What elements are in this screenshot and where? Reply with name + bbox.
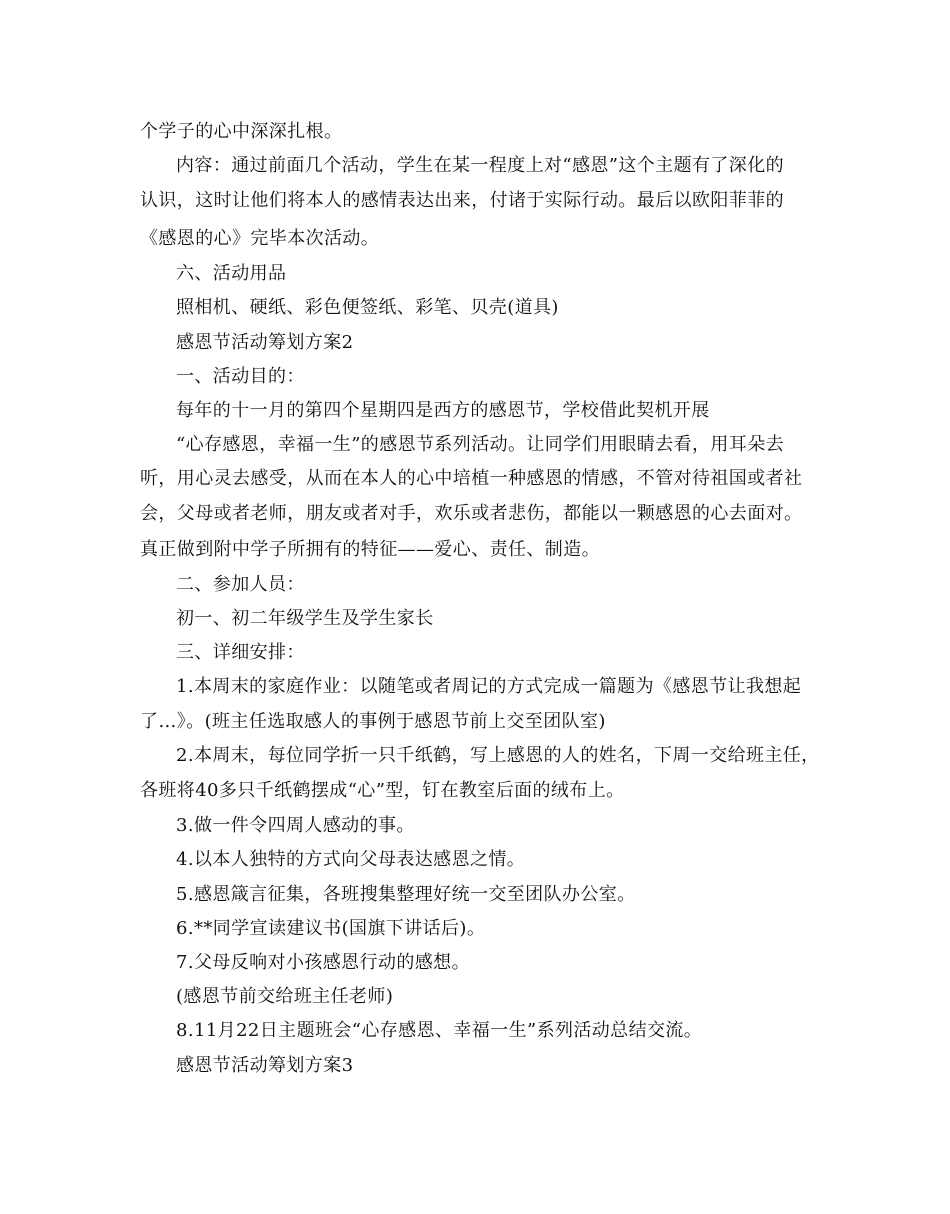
paragraph-line: 《感恩的心》完毕本次活动。 xyxy=(140,228,380,249)
list-item: 7.父母反响对小孩感恩行动的感想。 xyxy=(176,952,470,973)
section-heading: 六、活动用品 xyxy=(176,263,287,284)
section-heading: 一、活动目的： xyxy=(176,366,305,387)
plan-title: 感恩节活动筹划方案3 xyxy=(176,1055,354,1076)
paragraph-line: 真正做到附中学子所拥有的特征——爱心、责任、制造。 xyxy=(140,539,600,560)
list-item: 4.以本人独特的方式向父母表达感恩之情。 xyxy=(176,849,526,870)
paragraph-line: 照相机、硬纸、彩色便签纸、彩笔、贝壳(道具) xyxy=(176,297,559,318)
list-item: 8.11月22日主题班会“心存感恩、幸福一生”系列活动总结交流。 xyxy=(176,1020,703,1041)
section-heading: 三、详细安排： xyxy=(176,642,305,663)
paragraph-line: 个学子的心中深深扎根。 xyxy=(140,121,343,142)
list-item: 3.做一件令四周人感动的事。 xyxy=(176,815,415,836)
list-note: (感恩节前交给班主任老师) xyxy=(176,986,394,1007)
paragraph-line: 认识，这时让他们将本人的感情表达出来，付诸于实际行动。最后以欧阳菲菲的 xyxy=(140,190,784,211)
paragraph-line: 内容：通过前面几个活动，学生在某一程度上对“感恩”这个主题有了深化的 xyxy=(176,155,785,176)
list-item-continued: 了…》。(班主任选取感人的事例于感恩节前上交至团队室) xyxy=(140,711,606,732)
plan-title: 感恩节活动筹划方案2 xyxy=(176,332,354,353)
paragraph-line: 听，用心灵去感受，从而在本人的心中培植一种感恩的情感，不管对待祖国或者社 xyxy=(140,468,803,489)
list-item-continued: 各班将40多只千纸鹤摆成“心”型，钉在教室后面的绒布上。 xyxy=(140,780,625,801)
section-heading: 二、参加人员： xyxy=(176,574,305,595)
list-item: 2.本周末，每位同学折一只千纸鹤，写上感恩的人的姓名，下周一交给班主任， xyxy=(176,745,820,766)
paragraph-line: “心存感恩，幸福一生”的感恩节系列活动。让同学们用眼睛去看，用耳朵去 xyxy=(176,434,785,455)
list-item: 1.本周末的家庭作业：以随笔或者周记的方式完成一篇题为《感恩节让我想起 xyxy=(176,676,802,697)
paragraph-line: 每年的十一月的第四个星期四是西方的感恩节，学校借此契机开展 xyxy=(176,400,710,421)
list-item: 5.感恩箴言征集，各班搜集整理好统一交至团队办公室。 xyxy=(176,884,636,905)
paragraph-line: 会，父母或者老师，朋友或者对手，欢乐或者悲伤，都能以一颗感恩的心去面对。 xyxy=(140,503,803,524)
list-item: 6.**同学宣读建议书(国旗下讲话后)。 xyxy=(176,918,486,939)
paragraph-line: 初一、初二年级学生及学生家长 xyxy=(176,608,434,629)
